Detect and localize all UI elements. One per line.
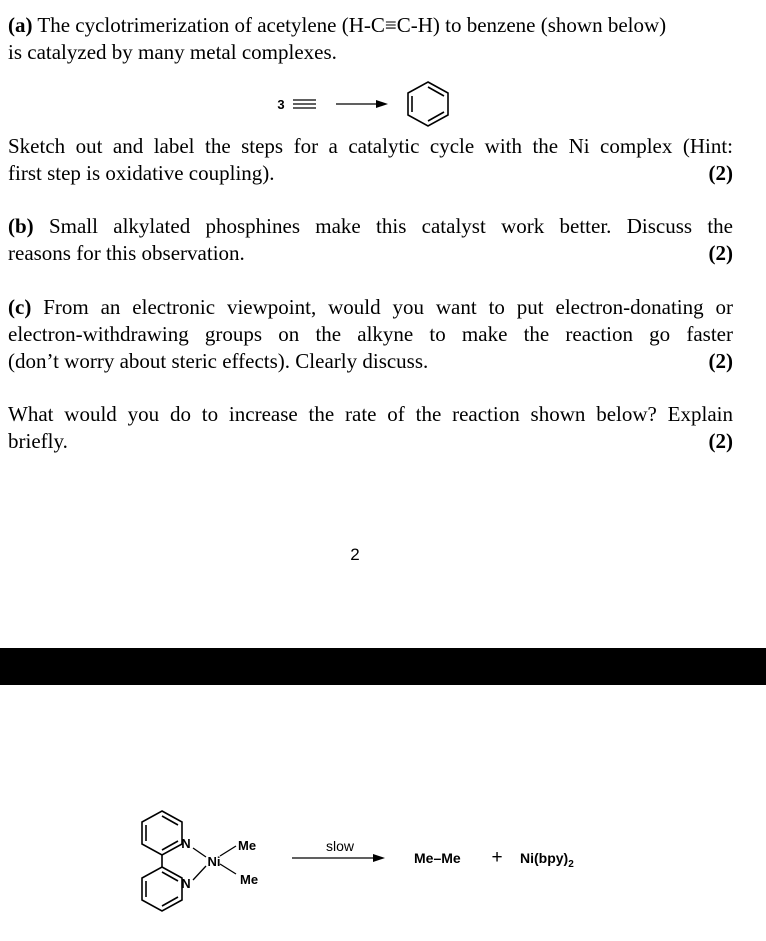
product-nickel-complex: $Ni(bpy)_2$ — [520, 850, 574, 870]
part-a-task-line2: first step is oxidative coupling). (2) — [8, 161, 733, 185]
page-number: 2 — [350, 545, 360, 564]
bipyridine-ligand — [142, 811, 182, 911]
part-c-marks: (2) — [708, 349, 733, 373]
methyl-top-label: Me — [238, 838, 257, 853]
nickel-label: Ni — [207, 854, 221, 869]
arrow-label: slow — [325, 838, 355, 854]
part-b — [8, 213, 733, 267]
product-ethane: Me–Me — [414, 850, 461, 866]
part-c-label: (c) — [8, 295, 32, 319]
part-a-line1: (a) The cyclotrimerization of acetylene (H-C≡C-H) to benzene (shown below) — [8, 13, 667, 37]
part-a-marks: (2) — [708, 161, 733, 185]
part-c-line3: (don’t worry about steric effects). Clearly discuss. (2) — [8, 349, 733, 373]
cyclotrimerization-scheme — [0, 75, 766, 135]
part-d-line2: briefly. (2) — [8, 429, 733, 453]
part-d — [8, 401, 733, 455]
reductive-elimination-scheme — [0, 800, 766, 920]
benzene-ring — [408, 82, 448, 126]
part-b-marks: (2) — [708, 241, 733, 265]
slow-reaction-arrow — [292, 854, 385, 862]
acetylene-coefficient: 3 — [277, 97, 285, 112]
plus-sign: + — [491, 847, 503, 868]
part-a-task-line1: Sketch out and label the steps for a catalytic cycle with the Ni complex (Hint: — [8, 134, 733, 158]
part-a-label: (a) — [8, 13, 33, 37]
part-b-label: (b) — [8, 214, 34, 238]
part-c — [8, 294, 733, 375]
part-c-line1: (c) From an electronic viewpoint, would you want to put electron-donating or — [8, 295, 733, 319]
methyl-bottom-label: Me — [240, 872, 259, 887]
page-break-band — [0, 648, 766, 685]
part-c-line2: electron-withdrawing groups on the alkyne to make the reaction go faster — [8, 322, 733, 346]
nitrogen-bottom-label: N — [181, 876, 191, 891]
part-a-line2: is catalyzed by many metal complexes. — [8, 40, 337, 64]
part-d-line1: What would you do to increase the rate of the reaction shown below? Explain — [8, 402, 733, 426]
part-a-task — [8, 133, 733, 187]
nitrogen-top-label: N — [181, 836, 191, 851]
part-a-intro — [8, 12, 733, 66]
part-b-line2: reasons for this observation. (2) — [8, 241, 733, 265]
part-d-marks: (2) — [708, 429, 733, 453]
acetylene-triple-bond — [293, 100, 316, 108]
part-b-line1: (b) Small alkylated phosphines make this catalyst work better. Discuss the — [8, 214, 733, 238]
reaction-arrow — [336, 100, 388, 108]
